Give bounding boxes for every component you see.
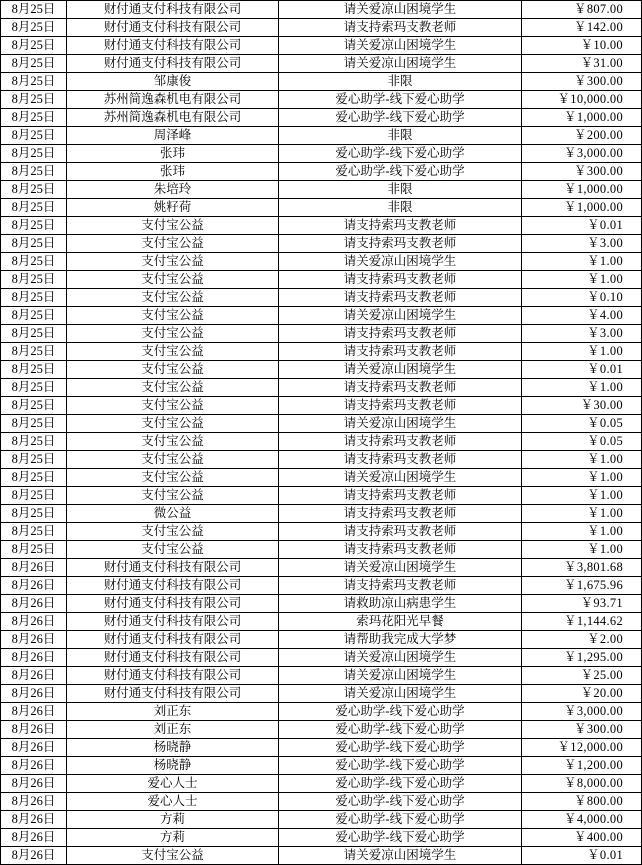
cell-date: 8月26日: [1, 631, 67, 649]
cell-date: 8月25日: [1, 163, 67, 181]
cell-amount: ￥31.00: [522, 55, 642, 73]
cell-project: 请支持索玛支教老师: [279, 19, 522, 37]
cell-amount: ￥1.00: [522, 343, 642, 361]
cell-amount: ￥142.00: [522, 19, 642, 37]
cell-amount: ￥93.71: [522, 595, 642, 613]
cell-date: 8月26日: [1, 577, 67, 595]
cell-project: 请关爱凉山困境学生: [279, 667, 522, 685]
table-row: [1, 451, 642, 469]
cell-project: 请关爱凉山困境学生: [279, 649, 522, 667]
cell-project: 索玛花阳光早餐: [279, 613, 522, 631]
cell-project: 请关爱凉山困境学生: [279, 469, 522, 487]
table-row: [1, 847, 642, 865]
table-row: [1, 793, 642, 811]
cell-donor: 财付通支付科技有限公司: [67, 37, 279, 55]
cell-amount: ￥800.00: [522, 793, 642, 811]
cell-date: 8月25日: [1, 73, 67, 91]
cell-date: 8月25日: [1, 181, 67, 199]
cell-date: 8月26日: [1, 667, 67, 685]
cell-date: 8月25日: [1, 253, 67, 271]
cell-donor: 支付宝公益: [67, 289, 279, 307]
cell-amount: ￥1.00: [522, 505, 642, 523]
cell-project: 请支持索玛支教老师: [279, 487, 522, 505]
table-row: [1, 181, 642, 199]
cell-donor: 支付宝公益: [67, 541, 279, 559]
table-row: [1, 109, 642, 127]
cell-donor: 支付宝公益: [67, 343, 279, 361]
cell-date: 8月25日: [1, 343, 67, 361]
cell-donor: 支付宝公益: [67, 307, 279, 325]
cell-amount: ￥25.00: [522, 667, 642, 685]
cell-amount: ￥3,801.68: [522, 559, 642, 577]
cell-donor: 刘正东: [67, 721, 279, 739]
cell-date: 8月25日: [1, 415, 67, 433]
cell-donor: 邹康俊: [67, 73, 279, 91]
cell-date: 8月26日: [1, 775, 67, 793]
table-row: [1, 91, 642, 109]
table-row: [1, 1, 642, 19]
cell-project: 非限: [279, 127, 522, 145]
cell-donor: 周泽峰: [67, 127, 279, 145]
cell-project: 请关爱凉山困境学生: [279, 253, 522, 271]
cell-amount: ￥1.00: [522, 523, 642, 541]
cell-donor: 支付宝公益: [67, 379, 279, 397]
cell-project: 请支持索玛支教老师: [279, 541, 522, 559]
table-row: [1, 289, 642, 307]
cell-donor: 财付通支付科技有限公司: [67, 649, 279, 667]
cell-project: 爱心助学-线下爱心助学: [279, 721, 522, 739]
table-row: [1, 145, 642, 163]
cell-donor: 财付通支付科技有限公司: [67, 631, 279, 649]
cell-donor: 杨晓静: [67, 757, 279, 775]
cell-donor: 支付宝公益: [67, 397, 279, 415]
cell-date: 8月25日: [1, 109, 67, 127]
table-row: [1, 55, 642, 73]
cell-project: 请关爱凉山困境学生: [279, 307, 522, 325]
table-row: [1, 415, 642, 433]
cell-date: 8月25日: [1, 433, 67, 451]
table-row: [1, 433, 642, 451]
cell-date: 8月26日: [1, 703, 67, 721]
cell-amount: ￥2.00: [522, 631, 642, 649]
cell-amount: ￥0.10: [522, 289, 642, 307]
cell-project: 爱心助学-线下爱心助学: [279, 757, 522, 775]
cell-project: 请支持索玛支教老师: [279, 505, 522, 523]
table-row: [1, 613, 642, 631]
cell-amount: ￥1,000.00: [522, 199, 642, 217]
cell-project: 爱心助学-线下爱心助学: [279, 811, 522, 829]
cell-date: 8月25日: [1, 487, 67, 505]
cell-donor: 支付宝公益: [67, 415, 279, 433]
cell-amount: ￥3,000.00: [522, 145, 642, 163]
cell-amount: ￥4.00: [522, 307, 642, 325]
cell-donor: 财付通支付科技有限公司: [67, 55, 279, 73]
cell-date: 8月25日: [1, 127, 67, 145]
cell-project: 请支持索玛支教老师: [279, 289, 522, 307]
cell-project: 请支持索玛支教老师: [279, 235, 522, 253]
cell-date: 8月25日: [1, 307, 67, 325]
cell-project: 爱心助学-线下爱心助学: [279, 91, 522, 109]
cell-amount: ￥0.01: [522, 217, 642, 235]
cell-project: 请支持索玛支教老师: [279, 325, 522, 343]
table-row: [1, 127, 642, 145]
cell-amount: ￥300.00: [522, 73, 642, 91]
cell-amount: ￥400.00: [522, 829, 642, 847]
cell-amount: ￥30.00: [522, 397, 642, 415]
cell-donor: 爱心人士: [67, 775, 279, 793]
table-row: [1, 505, 642, 523]
cell-donor: 爱心人士: [67, 793, 279, 811]
cell-project: 请支持索玛支教老师: [279, 397, 522, 415]
cell-project: 请支持索玛支教老师: [279, 451, 522, 469]
cell-donor: 财付通支付科技有限公司: [67, 613, 279, 631]
cell-amount: ￥1,144.62: [522, 613, 642, 631]
cell-date: 8月26日: [1, 595, 67, 613]
cell-amount: ￥20.00: [522, 685, 642, 703]
cell-project: 请救助凉山病患学生: [279, 595, 522, 613]
cell-project: 非限: [279, 181, 522, 199]
cell-amount: ￥1,200.00: [522, 757, 642, 775]
table-row: [1, 739, 642, 757]
table-row: [1, 577, 642, 595]
table-row: [1, 379, 642, 397]
cell-amount: ￥300.00: [522, 163, 642, 181]
cell-amount: ￥1.00: [522, 469, 642, 487]
cell-amount: ￥0.05: [522, 433, 642, 451]
donation-records-body: [1, 1, 642, 865]
cell-donor: 财付通支付科技有限公司: [67, 19, 279, 37]
cell-amount: ￥4,000.00: [522, 811, 642, 829]
cell-date: 8月25日: [1, 199, 67, 217]
cell-amount: ￥1,000.00: [522, 109, 642, 127]
cell-amount: ￥1.00: [522, 541, 642, 559]
cell-project: 请关爱凉山困境学生: [279, 847, 522, 865]
cell-project: 爱心助学-线下爱心助学: [279, 109, 522, 127]
cell-amount: ￥10,000.00: [522, 91, 642, 109]
cell-donor: 财付通支付科技有限公司: [67, 577, 279, 595]
cell-donor: 支付宝公益: [67, 217, 279, 235]
table-row: [1, 37, 642, 55]
cell-donor: 苏州简逸森机电有限公司: [67, 109, 279, 127]
cell-date: 8月26日: [1, 739, 67, 757]
cell-donor: 支付宝公益: [67, 433, 279, 451]
cell-amount: ￥0.01: [522, 847, 642, 865]
cell-date: 8月25日: [1, 325, 67, 343]
table-row: [1, 721, 642, 739]
cell-date: 8月26日: [1, 811, 67, 829]
cell-amount: ￥0.01: [522, 361, 642, 379]
cell-amount: ￥8,000.00: [522, 775, 642, 793]
cell-date: 8月26日: [1, 649, 67, 667]
cell-date: 8月25日: [1, 1, 67, 19]
table-row: [1, 487, 642, 505]
cell-donor: 张玮: [67, 163, 279, 181]
cell-project: 请关爱凉山困境学生: [279, 1, 522, 19]
table-row: [1, 325, 642, 343]
cell-donor: 支付宝公益: [67, 487, 279, 505]
cell-project: 爱心助学-线下爱心助学: [279, 739, 522, 757]
cell-date: 8月25日: [1, 289, 67, 307]
cell-date: 8月25日: [1, 379, 67, 397]
table-row: [1, 307, 642, 325]
cell-donor: 刘正东: [67, 703, 279, 721]
cell-project: 请支持索玛支教老师: [279, 577, 522, 595]
cell-date: 8月26日: [1, 721, 67, 739]
cell-amount: ￥1.00: [522, 271, 642, 289]
cell-amount: ￥3.00: [522, 325, 642, 343]
table-row: [1, 595, 642, 613]
cell-date: 8月25日: [1, 235, 67, 253]
cell-date: 8月25日: [1, 271, 67, 289]
cell-amount: ￥1.00: [522, 253, 642, 271]
cell-project: 爱心助学-线下爱心助学: [279, 703, 522, 721]
cell-date: 8月26日: [1, 793, 67, 811]
cell-project: 请支持索玛支教老师: [279, 523, 522, 541]
cell-project: 请关爱凉山困境学生: [279, 361, 522, 379]
table-row: [1, 649, 642, 667]
cell-date: 8月25日: [1, 523, 67, 541]
cell-donor: 姚籽荷: [67, 199, 279, 217]
table-row: [1, 361, 642, 379]
table-row: [1, 775, 642, 793]
table-row: [1, 541, 642, 559]
table-row: [1, 559, 642, 577]
cell-project: 非限: [279, 199, 522, 217]
table-row: [1, 199, 642, 217]
cell-donor: 方莉: [67, 829, 279, 847]
table-row: [1, 217, 642, 235]
table-row: [1, 253, 642, 271]
cell-amount: ￥200.00: [522, 127, 642, 145]
table-row: [1, 235, 642, 253]
cell-amount: ￥1.00: [522, 379, 642, 397]
cell-donor: 财付通支付科技有限公司: [67, 667, 279, 685]
table-row: [1, 271, 642, 289]
cell-date: 8月25日: [1, 451, 67, 469]
cell-donor: 支付宝公益: [67, 469, 279, 487]
cell-project: 请支持索玛支教老师: [279, 343, 522, 361]
cell-date: 8月26日: [1, 559, 67, 577]
cell-date: 8月26日: [1, 757, 67, 775]
cell-project: 爱心助学-线下爱心助学: [279, 829, 522, 847]
cell-project: 请关爱凉山困境学生: [279, 559, 522, 577]
cell-donor: 支付宝公益: [67, 523, 279, 541]
table-row: [1, 811, 642, 829]
cell-date: 8月25日: [1, 55, 67, 73]
cell-project: 非限: [279, 73, 522, 91]
cell-project: 爱心助学-线下爱心助学: [279, 145, 522, 163]
cell-donor: 支付宝公益: [67, 847, 279, 865]
cell-date: 8月25日: [1, 397, 67, 415]
table-row: [1, 667, 642, 685]
cell-date: 8月25日: [1, 541, 67, 559]
cell-amount: ￥10.00: [522, 37, 642, 55]
table-row: [1, 343, 642, 361]
cell-date: 8月25日: [1, 361, 67, 379]
cell-project: 请关爱凉山困境学生: [279, 685, 522, 703]
table-row: [1, 685, 642, 703]
cell-donor: 苏州简逸森机电有限公司: [67, 91, 279, 109]
cell-date: 8月25日: [1, 217, 67, 235]
cell-amount: ￥300.00: [522, 721, 642, 739]
cell-date: 8月25日: [1, 469, 67, 487]
cell-amount: ￥1.00: [522, 487, 642, 505]
table-row: [1, 631, 642, 649]
cell-date: 8月25日: [1, 91, 67, 109]
cell-date: 8月25日: [1, 19, 67, 37]
cell-date: 8月26日: [1, 685, 67, 703]
cell-donor: 朱培玲: [67, 181, 279, 199]
cell-project: 请关爱凉山困境学生: [279, 415, 522, 433]
cell-donor: 财付通支付科技有限公司: [67, 559, 279, 577]
table-row: [1, 397, 642, 415]
table-row: [1, 829, 642, 847]
cell-donor: 支付宝公益: [67, 325, 279, 343]
cell-donor: 支付宝公益: [67, 271, 279, 289]
cell-donor: 杨晓静: [67, 739, 279, 757]
cell-donor: 支付宝公益: [67, 451, 279, 469]
cell-donor: 财付通支付科技有限公司: [67, 685, 279, 703]
cell-date: 8月26日: [1, 613, 67, 631]
cell-amount: ￥1,295.00: [522, 649, 642, 667]
table-row: [1, 703, 642, 721]
cell-donor: 微公益: [67, 505, 279, 523]
cell-project: 爱心助学-线下爱心助学: [279, 163, 522, 181]
cell-project: 请支持索玛支教老师: [279, 379, 522, 397]
cell-date: 8月25日: [1, 145, 67, 163]
cell-amount: ￥807.00: [522, 1, 642, 19]
cell-amount: ￥0.05: [522, 415, 642, 433]
cell-date: 8月25日: [1, 505, 67, 523]
table-row: [1, 469, 642, 487]
cell-donor: 张玮: [67, 145, 279, 163]
table-row: [1, 523, 642, 541]
cell-date: 8月25日: [1, 37, 67, 55]
cell-project: 请支持索玛支教老师: [279, 433, 522, 451]
cell-amount: ￥3,000.00: [522, 703, 642, 721]
table-row: [1, 19, 642, 37]
cell-project: 请支持索玛支教老师: [279, 271, 522, 289]
cell-date: 8月26日: [1, 847, 67, 865]
cell-project: 请关爱凉山困境学生: [279, 37, 522, 55]
cell-amount: ￥12,000.00: [522, 739, 642, 757]
cell-donor: 方莉: [67, 811, 279, 829]
cell-donor: 支付宝公益: [67, 253, 279, 271]
cell-date: 8月26日: [1, 829, 67, 847]
cell-project: 爱心助学-线下爱心助学: [279, 775, 522, 793]
cell-amount: ￥1,675.96: [522, 577, 642, 595]
cell-donor: 支付宝公益: [67, 361, 279, 379]
table-row: [1, 163, 642, 181]
cell-project: 请支持索玛支教老师: [279, 217, 522, 235]
cell-project: 爱心助学-线下爱心助学: [279, 793, 522, 811]
table-row: [1, 73, 642, 91]
cell-donor: 财付通支付科技有限公司: [67, 1, 279, 19]
cell-donor: 支付宝公益: [67, 235, 279, 253]
cell-amount: ￥1,000.00: [522, 181, 642, 199]
cell-donor: 财付通支付科技有限公司: [67, 595, 279, 613]
cell-amount: ￥1.00: [522, 451, 642, 469]
cell-project: 请帮助我完成大学梦: [279, 631, 522, 649]
cell-amount: ￥3.00: [522, 235, 642, 253]
cell-project: 请关爱凉山困境学生: [279, 55, 522, 73]
